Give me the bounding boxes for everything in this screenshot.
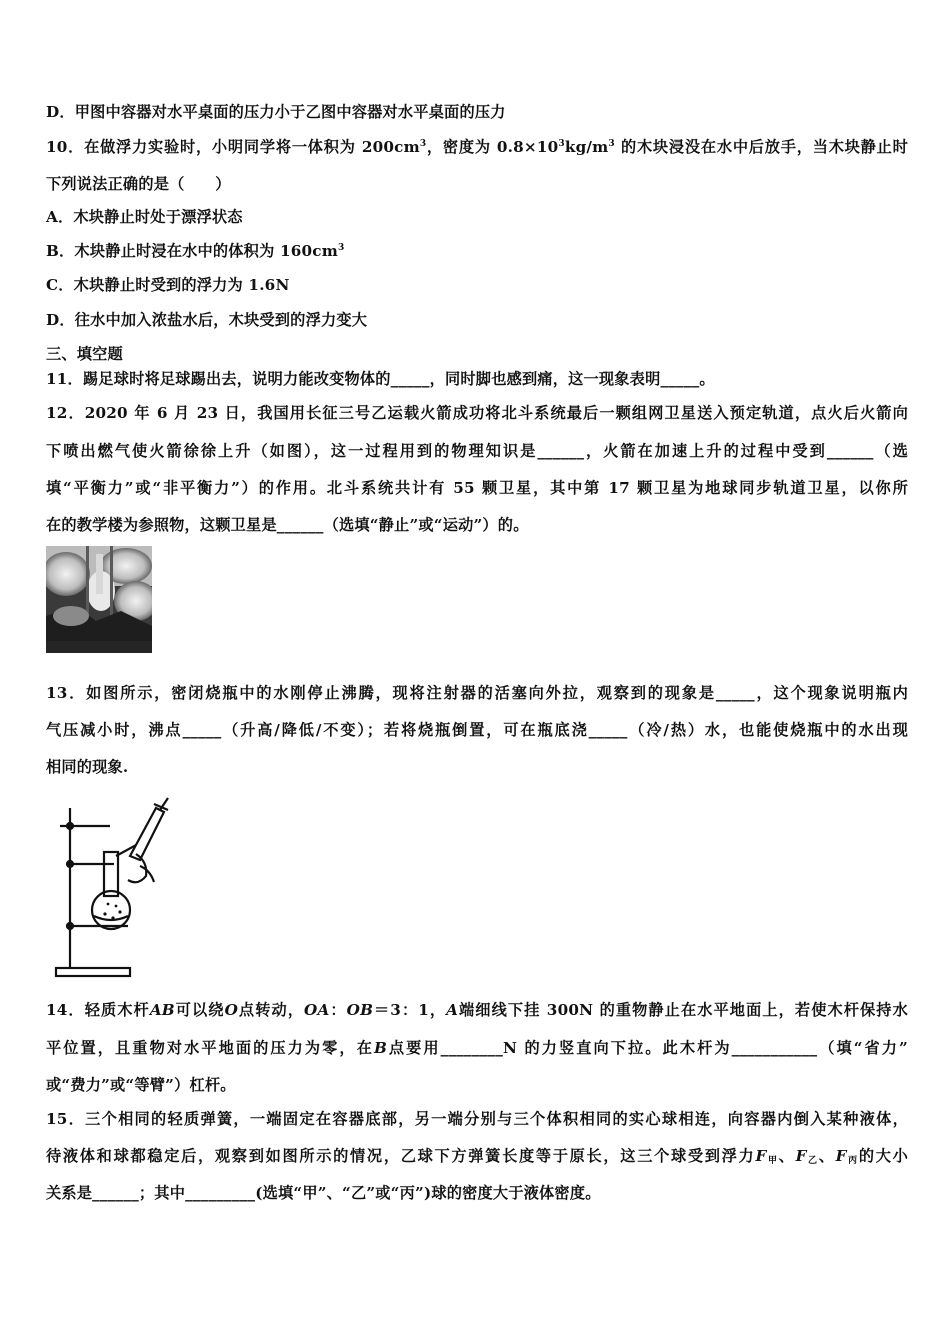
q10-option-c: C．木块静止时受到的浮力为 1.6N	[46, 276, 290, 294]
flask-syringe-diagram	[50, 796, 170, 980]
rocket-launch-photo	[46, 546, 152, 653]
q13-line-3: 相同的现象.	[46, 758, 129, 776]
q15-line-1: 15．三个相同的轻质弹簧，一端固定在容器底部，另一端分别与三个体积相同的实心球相连，向容器内倒入某种液体，	[46, 1110, 908, 1128]
q13-line-1: 13．如图所示，密闭烧瓶中的水刚停止沸腾，现将注射器的活塞向外拉，观察到的现象是_____，这个现象说明瓶内	[46, 684, 908, 702]
q10-option-b: B．木块静止时浸在水中的体积为 $160cm^3$	[46, 242, 345, 260]
q10-option-d: D．往水中加入浓盐水后，木块受到的浮力变大	[46, 311, 368, 329]
q12-line-3: 填“平衡力”或“非平衡力”）的作用。北斗系统共计有 55 颗卫星，其中第 17 颗卫星为地球同步轨道卫星，以你所	[46, 479, 908, 497]
q14-line-3: 或“费力”或“等臂”）杠杆。	[46, 1076, 236, 1094]
q14-line-1: 14．轻质木杆AB可以绕O点转动，OA：OB＝3：1，A端细线下挂 300N 的重物静止在水平地面上，若使木杆保持水	[46, 1001, 908, 1019]
q15-line-2: 待液体和球都稳定后，观察到如图所示的情况，乙球下方弹簧长度等于原长，这三个球受到浮力$F_甲$、$F_乙$、$F_丙$的大小	[46, 1147, 909, 1166]
q10-line-1: 10．在做浮力实验时，小明同学将一体积为 $200cm^3$，密度为 $0.8\times 10^3kg/m^3$ 的木块浸没在水中后放手，当木块静止时	[46, 138, 908, 156]
q12-line-1: 12．2020 年 6 月 23 日，我国用长征三号乙运载火箭成功将北斗系统最后一颗组网卫星送入预定轨道，点火后火箭向	[46, 404, 908, 422]
q10-option-a: A．木块静止时处于漂浮状态	[46, 208, 243, 226]
q9-option-d: D．甲图中容器对水平桌面的压力小于乙图中容器对水平桌面的压力	[46, 103, 506, 121]
q15-line-3: 关系是______；其中_________(选填“甲”、“乙”或“丙”)球的密度大于液体密度。	[46, 1184, 601, 1202]
q12-line-2: 下喷出燃气使火箭徐徐上升（如图），这一过程用到的物理知识是______，火箭在加速上升的过程中受到______（选	[46, 442, 908, 460]
q12-line-4: 在的教学楼为参照物，这颗卫星是______（选填“静止”或“运动”）的。	[46, 516, 529, 534]
section-title: 三、填空题	[46, 345, 123, 363]
q10-line-2: 下列说法正确的是（ ）	[46, 175, 231, 193]
q13-line-2: 气压减小时，沸点_____（升高/降低/不变）；若将烧瓶倒置，可在瓶底浇_____（冷/热）水，也能使烧瓶中的水出现	[46, 721, 908, 739]
q14-line-2: 平位置，且重物对水平地面的压力为零，在B点要用________N 的力竖直向下拉。此木杆为___________（填“省力”	[46, 1039, 908, 1057]
q11-text: 11．踢足球时将足球踢出去，说明力能改变物体的_____，同时脚也感到痛，这一现象表明_____。	[46, 370, 715, 388]
